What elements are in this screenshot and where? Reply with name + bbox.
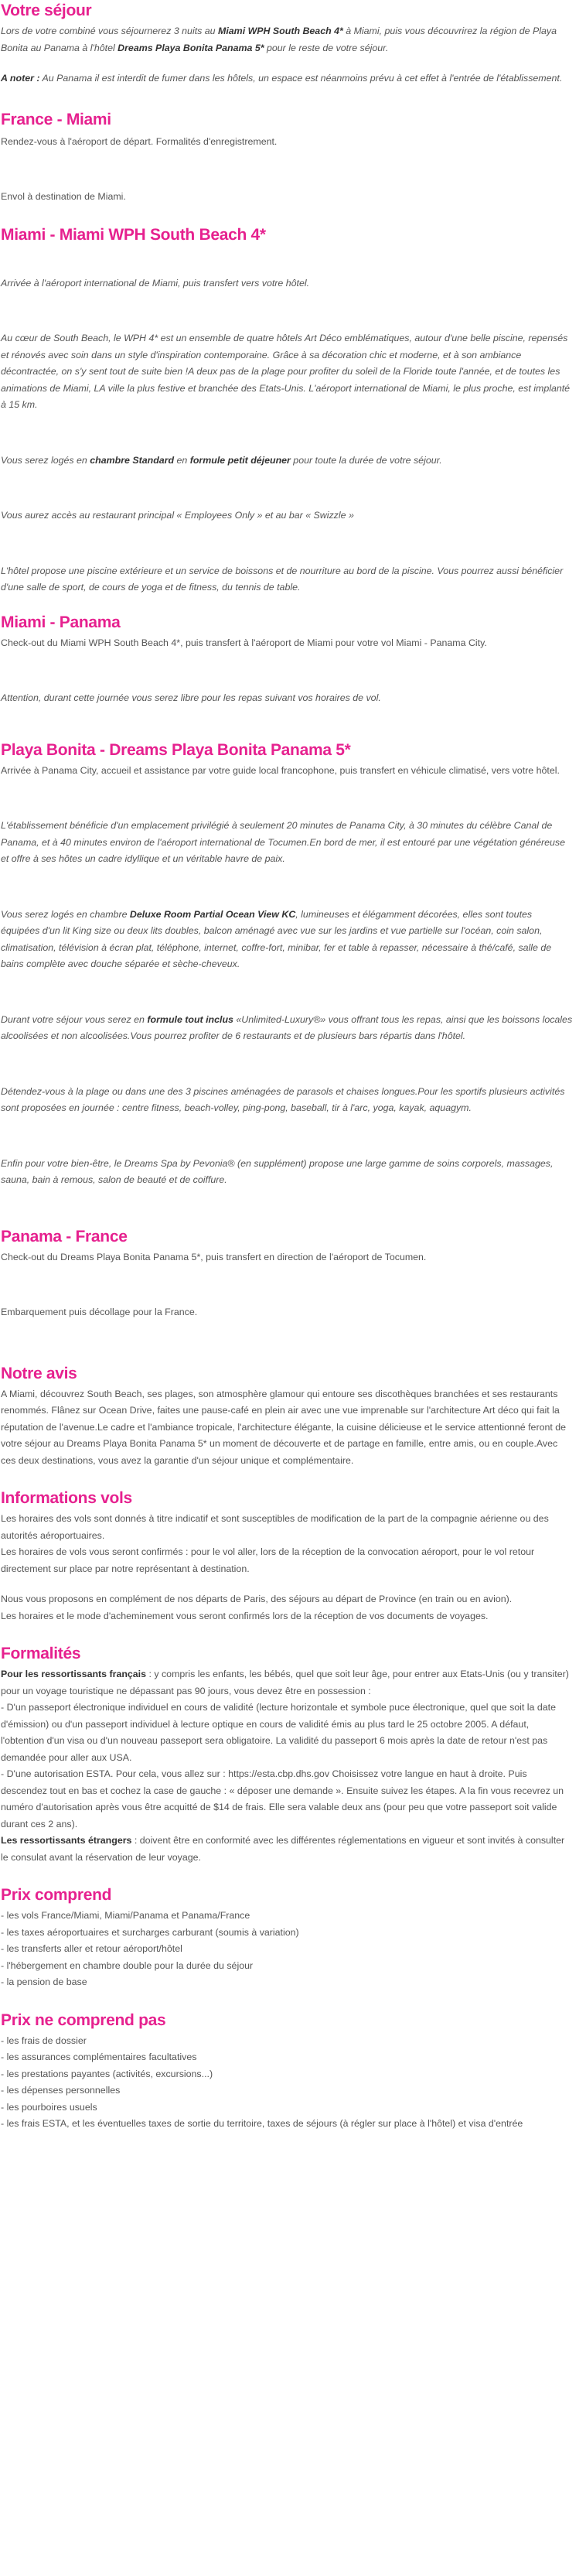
sejour-hotel-panama: Dreams Playa Bonita Panama 5* [118, 42, 264, 53]
miami-hotel-p2-text: Au cœur de South Beach, le WPH 4* est un ensemble de quatre hôtels Art Déco emblématiques, autour d'une belle piscine, repensés et rénovés avec soin dans un style d'inspiration contemporaine. Grâce à sa décoration chic et moderne, et à son ambiance décontractée, on s'y sent tout de suite bien !A deux pas de la plage pour profiter du soleil de la Floride toute l'année, et de toutes les animations de Miami, LA ville la plus festive et branchée des Etats-Unis. L'aéroport international de Miami, le plus proche, est implanté à 15 km. [1, 333, 571, 410]
section-title-comprend: Prix comprend [1, 1886, 112, 1904]
playa-bonita-p6-text: Enfin pour votre bien-être, le Dreams Spa by Pevonia® (en supplément) propose une large gamme de soins corporels, massages, sauna, bain à remous, salon de beauté et de coiffure. [1, 1157, 554, 1185]
formalites-foreign-label: Les ressortissants étrangers [1, 1835, 132, 1846]
playa-bonita-p3-text-b: , lumineuses et élégamment décorées, elles sont toutes équipées d'un lit King size ou deux lits doubles, balcon aménagé avec vue sur les jardins et vue partielle sur l'océan, coin salon, climatisation, télévision à écran plat, téléphone, internet, coffre-fort, minibar, fer et table à repasser, nécessaire à thé/café, salle de bains complète avec douche séparée et sèche-cheveux. [1, 908, 552, 969]
miami-hotel-p3-text-a: Vous serez logés en [1, 454, 90, 466]
section-title-sejour: Votre séjour [1, 2, 92, 19]
sejour-note-label: A noter : [1, 73, 40, 84]
formalites-p1 [1, 1666, 573, 1700]
playa-bonita-p6 [1, 1156, 573, 1189]
vols-p2: Les horaires de vols vous seront confirmés : pour le vol aller, lors de la réception de la convocation aéroport, pour le vol retour directement sur place par notre représentant à destination. [1, 1546, 535, 1574]
miami-hotel-board-type: formule petit déjeuner [189, 454, 291, 466]
miami-hotel-p4-text: Vous aurez accès au restaurant principal « Employees Only » et au bar « Swizzle » [1, 510, 354, 521]
playa-bonita-formula: formule tout inclus [147, 1013, 233, 1025]
list-item: - les transferts aller et retour aéroport/hôtel [1, 1943, 182, 1954]
miami-hotel-p1-text: Arrivée à l'aéroport international de Miami, puis transfert vers votre hôtel. [1, 277, 310, 289]
playa-bonita-p2 [1, 818, 573, 868]
sejour-intro-text-c: pour le reste de votre séjour. [264, 42, 389, 53]
miami-hotel-room-type: chambre Standard [90, 454, 175, 466]
playa-bonita-p2-text: L'établissement bénéficie d'un emplacement privilégié à seulement 20 minutes de Panama City, à 30 minutes du célèbre Canal de Panama, et à 40 minutes environ de l'aéroport international de Tocumen.En bord de mer, il est entouré par une végétation généreuse et offre à ses hôtes un cadre idyllique et un véritable havre de paix. [1, 820, 565, 864]
formalites-p2: - D'un passeport électronique individuel en cours de validité (lecture horizontale et symbole puce électronique, quel que soit la date d'émission) ou d'un passeport individuel à lecture optique en cours de validité émis au plus tard le 25 octobre 2005. A défaut, l'obtention d'un visa ou d'un nouveau passeport sera obligatoire. La validité du passeport 6 mois après la date de retour n'est pas demandée pour aller aux USA. [1, 1702, 557, 1763]
sejour-hotel-miami: Miami WPH South Beach 4* [218, 26, 343, 36]
sejour-intro [1, 23, 573, 56]
playa-bonita-p4-text-a: Durant votre séjour vous serez en [1, 1013, 148, 1025]
vols-p1: Les horaires des vols sont donnés à titre indicatif et sont susceptibles de modification de la part de la compagnie aérienne ou des autorités aéroportuaires. [1, 1513, 549, 1541]
france-miami-p2: Envol à destination de Miami. [1, 191, 126, 202]
panama-france-p2: Embarquement puis décollage pour la France. [1, 1307, 198, 1317]
list-item: - les frais ESTA, et les éventuelles taxes de sortie du territoire, taxes de séjours (à régler sur place à l'hôtel) et visa d'entrée [1, 2118, 523, 2129]
section-title-miami-hotel: Miami - Miami WPH South Beach 4* [1, 225, 266, 244]
miami-hotel-p5-text: L'hôtel propose une piscine extérieure et un service de boissons et de nourriture au bord de la piscine. Vous pourrez aussi bénéficier d'une salle de sport, de cours de yoga et de fitness, du tennis de table. [1, 565, 564, 593]
section-title-panama-france: Panama - France [1, 1227, 128, 1245]
sejour-intro-text-b: à Miami, puis vous découvrirez la région de Playa Bonita au Panama à l'hôtel [1, 26, 557, 53]
miami-hotel-p3-text-b: en [174, 454, 190, 466]
list-item: - la pension de base [1, 1976, 87, 1987]
sejour-note [1, 70, 573, 87]
miami-hotel-p4 [1, 507, 573, 524]
section-title-playa-bonita: Playa Bonita - Dreams Playa Bonita Panama 5* [1, 740, 351, 759]
miami-hotel-p5 [1, 563, 573, 596]
section-title-france-miami: France - Miami [1, 110, 111, 128]
playa-bonita-p4-text-b: «Unlimited-Luxury®» vous offrant tous les repas, ainsi que les boissons locales alcoolisées et non alcoolisées.Vous pourrez profiter de 6 restaurants et de plusieurs bars répartis dans l'hôtel. [1, 1013, 573, 1041]
miami-panama-p1: Check-out du Miami WPH South Beach 4*, puis transfert à l'aéroport de Miami pour votre vol Miami - Panama City. [1, 637, 487, 648]
miami-hotel-p3 [1, 453, 573, 470]
playa-bonita-p5-text: Détendez-vous à la plage ou dans une des 3 piscines aménagées de parasols et chaises longues.Pour les sportifs plusieurs activités sont proposées en journée : centre fitness, beach-volley, ping-pong, baseball, tir à l'arc, yoga, kayak, aquagym. [1, 1085, 565, 1113]
miami-hotel-p3-text-c: pour toute la durée de votre séjour. [290, 454, 442, 466]
list-item: - les frais de dossier [1, 2034, 87, 2046]
vols-p4: Les horaires et le mode d'acheminement vous seront confirmés lors de la réception de vos documents de voyages. [1, 1610, 489, 1621]
formalites-foreign-text: : doivent être en conformité avec les différentes réglementations en vigueur et sont invités à consulter le consulat avant la réservation de leur voyage. [1, 1835, 565, 1863]
list-item: - les prestations payantes (activités, excursions...) [1, 2068, 213, 2079]
formalites-p3: - D'une autorisation ESTA. Pour cela, vous allez sur : https://esta.cbp.dhs.gov Choisissez votre langue en haut à droite. Puis descendez tout en bas et cochez la case de gauche : « déposer une demande ». Ensuite suivez les étapes. A la fin vous recevrez un numéro d'autorisation après vous être acquitté de $14 de frais. Elle sera valable deux ans (pour peu que votre passeport soit valide durant ces 2 ans). [1, 1768, 564, 1830]
playa-bonita-p3-text-a: Vous serez logés en chambre [1, 908, 130, 920]
section-title-ne-comprend: Prix ne comprend pas [1, 2011, 166, 2029]
miami-hotel-p2 [1, 330, 573, 414]
list-item: - les assurances complémentaires facultatives [1, 2052, 197, 2062]
avis-p1: A Miami, découvrez South Beach, ses plages, son atmosphère glamour qui entoure ses discothèques branchées et ses restaurants renommés. Flânez sur Ocean Drive, faites une pause-café en plein air avec une vue imprenable sur l'architecture Art déco qui fait la réputation de l'avenue.Le cadre et l'ambiance tropicale, l'architecture élégante, la cuisine délicieuse et le service attentionné feront de votre séjour au Dreams Playa Bonita Panama 5* un moment de découverte et de partage en famille, entre amis, ou en couple.Avec ces deux destinations, vous avez la garantie d'un séjour unique et complémentaire. [1, 1388, 567, 1466]
sejour-note-text: Au Panama il est interdit de fumer dans les hôtels, un espace est néanmoins prévu à cet effet à l'entrée de l'établissement. [39, 73, 563, 84]
france-miami-p1: Rendez-vous à l'aéroport de départ. Formalités d'enregistrement. [1, 135, 278, 147]
list-item: - les dépenses personnelles [1, 2085, 121, 2096]
comprend-list [1, 1908, 573, 1991]
sejour-intro-text-a: Lors de votre combiné vous séjournerez 3 nuits au [1, 26, 219, 36]
miami-panama-p2-text: Attention, durant cette journée vous serez libre pour les repas suivant vos horaires de vol. [1, 692, 381, 703]
playa-bonita-p3 [1, 907, 573, 973]
playa-bonita-p5 [1, 1084, 573, 1117]
section-title-avis: Notre avis [1, 1364, 77, 1382]
playa-bonita-p4 [1, 1012, 573, 1045]
vols-p3: Nous vous proposons en complément de nos départs de Paris, des séjours au départ de Province (en train ou en avion). [1, 1594, 513, 1604]
ne-comprend-list [1, 2033, 573, 2133]
list-item: - l'hébergement en chambre double pour la durée du séjour [1, 1959, 254, 1971]
section-title-miami-panama: Miami - Panama [1, 613, 121, 631]
miami-hotel-p1 [1, 275, 573, 292]
list-item: - les pourboires usuels [1, 2101, 97, 2113]
formalites-p4 [1, 1833, 573, 1866]
section-title-vols: Informations vols [1, 1489, 132, 1507]
section-title-formalites: Formalités [1, 1645, 81, 1662]
list-item: - les vols France/Miami, Miami/Panama et Panama/France [1, 1910, 250, 1921]
playa-bonita-room-type: Deluxe Room Partial Ocean View KC [129, 908, 296, 920]
panama-france-p1: Check-out du Dreams Playa Bonita Panama 5*, puis transfert en direction de l'aéroport de Tocumen. [1, 1251, 427, 1262]
playa-bonita-p1: Arrivée à Panama City, accueil et assistance par votre guide local francophone, puis transfert en véhicule climatisé, vers votre hôtel. [1, 764, 560, 776]
formalites-french-text: : y compris les enfants, les bébés, quel que soit leur âge, pour entrer aux Etats-Unis (ou y transiter) pour un voyage touristique ne dépassant pas 90 jours, vous devez être en possession : [1, 1669, 569, 1696]
formalites-french-label: Pour les ressortissants français [1, 1669, 147, 1679]
list-item: - les taxes aéroportuaires et surcharges carburant (soumis à variation) [1, 1926, 299, 1938]
miami-panama-p2 [1, 690, 573, 707]
